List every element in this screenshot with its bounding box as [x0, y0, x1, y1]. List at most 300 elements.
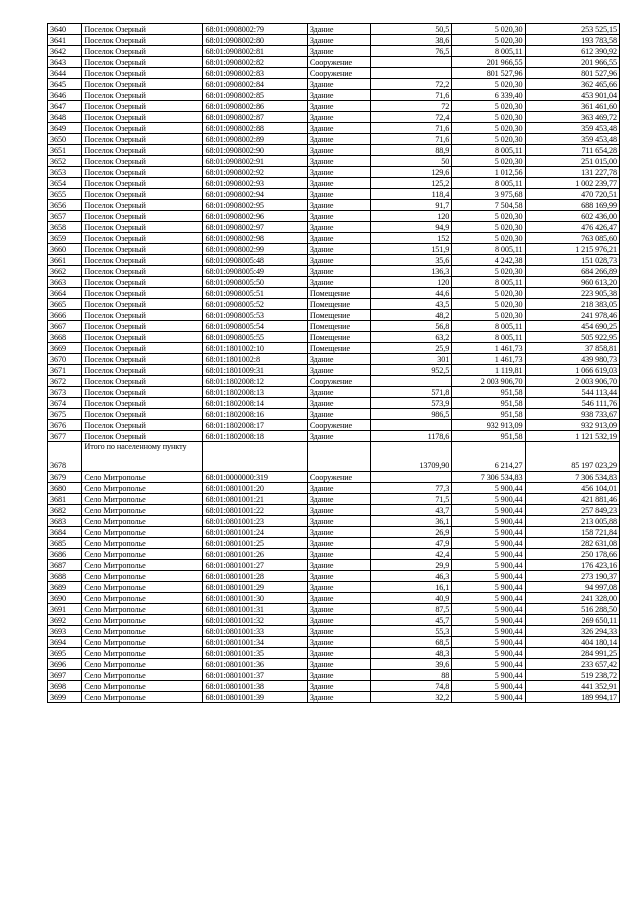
- object-type-cell: Здание: [307, 483, 370, 494]
- area-cell: [371, 472, 452, 483]
- area-cell: 573,9: [371, 398, 452, 409]
- row-number-cell: 3656: [48, 200, 82, 211]
- row-number-cell: 3688: [48, 571, 82, 582]
- table-row: [48, 431, 620, 442]
- cadastral-number-cell: 68:01:1801002:10: [203, 343, 307, 354]
- locality-cell: Село Митрополье: [82, 538, 203, 549]
- unit-value-cell: 5 020,30: [452, 134, 525, 145]
- row-number-cell: 3694: [48, 637, 82, 648]
- unit-value-cell: 8 005,11: [452, 46, 525, 57]
- table-row: [48, 398, 620, 409]
- table-row: [48, 112, 620, 123]
- cadastral-number-cell: 68:01:0801001:25: [203, 538, 307, 549]
- locality-cell: Поселок Озерный: [82, 332, 203, 343]
- object-type-cell: Здание: [307, 200, 370, 211]
- table-row: [48, 134, 620, 145]
- locality-cell: Поселок Озерный: [82, 266, 203, 277]
- row-number-cell: 3642: [48, 46, 82, 57]
- cadastral-value-cell: 201 966,55: [525, 57, 619, 68]
- area-cell: [371, 420, 452, 431]
- cadastral-number-cell: 68:01:0801001:38: [203, 681, 307, 692]
- row-number-cell: 3678: [48, 442, 82, 472]
- object-type-cell: Здание: [307, 123, 370, 134]
- unit-value-cell: 5 900,44: [452, 615, 525, 626]
- unit-value-cell: 6 214,27: [452, 442, 525, 472]
- area-cell: 88,9: [371, 145, 452, 156]
- cadastral-value-cell: 684 266,89: [525, 266, 619, 277]
- table-row: [48, 57, 620, 68]
- locality-cell: Село Митрополье: [82, 615, 203, 626]
- row-number-cell: 3698: [48, 681, 82, 692]
- locality-cell: Поселок Озерный: [82, 343, 203, 354]
- object-type-cell: Здание: [307, 604, 370, 615]
- row-number-cell: 3676: [48, 420, 82, 431]
- table-row: [48, 156, 620, 167]
- unit-value-cell: 5 020,30: [452, 222, 525, 233]
- area-cell: 39,6: [371, 659, 452, 670]
- area-cell: 72,4: [371, 112, 452, 123]
- area-cell: 118,4: [371, 189, 452, 200]
- row-number-cell: 3689: [48, 582, 82, 593]
- cadastral-value-cell: 250 178,66: [525, 549, 619, 560]
- row-number-cell: 3648: [48, 112, 82, 123]
- area-cell: 48,3: [371, 648, 452, 659]
- locality-cell: Поселок Озерный: [82, 178, 203, 189]
- table-row: [48, 255, 620, 266]
- table-row: [48, 200, 620, 211]
- object-type-cell: Здание: [307, 90, 370, 101]
- locality-cell: Поселок Озерный: [82, 167, 203, 178]
- object-type-cell: Здание: [307, 681, 370, 692]
- cadastral-number-cell: 68:01:0801001:29: [203, 582, 307, 593]
- area-cell: 32,2: [371, 692, 452, 703]
- cadastral-number-cell: 68:01:0801001:31: [203, 604, 307, 615]
- row-number-cell: 3664: [48, 288, 82, 299]
- unit-value-cell: 5 900,44: [452, 659, 525, 670]
- object-type-cell: Здание: [307, 571, 370, 582]
- unit-value-cell: 201 966,55: [452, 57, 525, 68]
- object-type-cell: Здание: [307, 101, 370, 112]
- locality-cell: Поселок Озерный: [82, 68, 203, 79]
- object-type-cell: Помещение: [307, 343, 370, 354]
- table-row: [48, 516, 620, 527]
- cadastral-number-cell: 68:01:0801001:28: [203, 571, 307, 582]
- cadastral-number-cell: 68:01:0908002:89: [203, 134, 307, 145]
- object-type-cell: Здание: [307, 244, 370, 255]
- row-number-cell: 3649: [48, 123, 82, 134]
- unit-value-cell: 5 900,44: [452, 505, 525, 516]
- area-cell: 952,5: [371, 365, 452, 376]
- object-type-cell: Здание: [307, 431, 370, 442]
- unit-value-cell: 4 242,38: [452, 255, 525, 266]
- cadastral-number-cell: 68:01:0908002:84: [203, 79, 307, 90]
- cadastral-value-cell: 362 465,66: [525, 79, 619, 90]
- object-type-cell: Здание: [307, 222, 370, 233]
- unit-value-cell: 5 020,30: [452, 35, 525, 46]
- object-type-cell: Здание: [307, 398, 370, 409]
- cadastral-value-cell: 257 849,23: [525, 505, 619, 516]
- row-number-cell: 3686: [48, 549, 82, 560]
- cadastral-number-cell: 68:01:0908005:53: [203, 310, 307, 321]
- cadastral-value-cell: 476 426,47: [525, 222, 619, 233]
- area-cell: 50: [371, 156, 452, 167]
- table-row: [48, 637, 620, 648]
- object-type-cell: Здание: [307, 255, 370, 266]
- locality-cell: Поселок Озерный: [82, 420, 203, 431]
- table-row: [48, 582, 620, 593]
- cadastral-number-cell: 68:01:0908002:91: [203, 156, 307, 167]
- row-number-cell: 3690: [48, 593, 82, 604]
- table-row: [48, 24, 620, 35]
- unit-value-cell: 5 020,30: [452, 211, 525, 222]
- area-cell: 77,3: [371, 483, 452, 494]
- locality-cell: Поселок Озерный: [82, 299, 203, 310]
- row-number-cell: 3691: [48, 604, 82, 615]
- unit-value-cell: 5 020,30: [452, 156, 525, 167]
- cadastral-number-cell: 68:01:0801001:24: [203, 527, 307, 538]
- cadastral-number-cell: 68:01:1801009:31: [203, 365, 307, 376]
- locality-cell: Село Митрополье: [82, 637, 203, 648]
- object-type-cell: Здание: [307, 145, 370, 156]
- cadastral-value-cell: 189 994,17: [525, 692, 619, 703]
- cadastral-value-cell: 1 066 619,03: [525, 365, 619, 376]
- cadastral-value-cell: 253 525,15: [525, 24, 619, 35]
- cadastral-value-cell: 269 650,11: [525, 615, 619, 626]
- locality-cell: Село Митрополье: [82, 516, 203, 527]
- unit-value-cell: 8 005,11: [452, 178, 525, 189]
- cadastral-value-cell: 421 881,46: [525, 494, 619, 505]
- cadastral-number-cell: 68:01:0908005:51: [203, 288, 307, 299]
- cadastral-value-cell: 960 613,20: [525, 277, 619, 288]
- unit-value-cell: 5 020,30: [452, 266, 525, 277]
- table-row: [48, 494, 620, 505]
- object-type-cell: Здание: [307, 167, 370, 178]
- locality-cell: Поселок Озерный: [82, 222, 203, 233]
- unit-value-cell: 1 461,73: [452, 354, 525, 365]
- cadastral-value-cell: 284 991,25: [525, 648, 619, 659]
- area-cell: 25,9: [371, 343, 452, 354]
- locality-cell: Село Митрополье: [82, 670, 203, 681]
- table-row: [48, 681, 620, 692]
- document-page: [47, 23, 620, 703]
- object-type-cell: Здание: [307, 582, 370, 593]
- cadastral-value-cell: 359 453,48: [525, 134, 619, 145]
- cadastral-number-cell: 68:01:0908002:82: [203, 57, 307, 68]
- table-row: [48, 387, 620, 398]
- row-number-cell: 3653: [48, 167, 82, 178]
- object-type-cell: Помещение: [307, 299, 370, 310]
- row-number-cell: 3663: [48, 277, 82, 288]
- cadastral-value-cell: 763 085,60: [525, 233, 619, 244]
- row-number-cell: 3643: [48, 57, 82, 68]
- area-cell: 71,6: [371, 123, 452, 134]
- cadastral-value-cell: 151 028,73: [525, 255, 619, 266]
- table-row: [48, 178, 620, 189]
- table-row: [48, 354, 620, 365]
- cadastral-number-cell: 68:01:0908005:48: [203, 255, 307, 266]
- row-number-cell: 3677: [48, 431, 82, 442]
- unit-value-cell: 8 005,11: [452, 332, 525, 343]
- area-cell: 56,8: [371, 321, 452, 332]
- unit-value-cell: 5 900,44: [452, 516, 525, 527]
- row-number-cell: 3692: [48, 615, 82, 626]
- area-cell: 120: [371, 211, 452, 222]
- locality-cell: Поселок Озерный: [82, 255, 203, 266]
- area-cell: 120: [371, 277, 452, 288]
- cadastral-number-cell: 68:01:0908005:54: [203, 321, 307, 332]
- subtotal-row: [48, 442, 620, 472]
- locality-cell: Поселок Озерный: [82, 354, 203, 365]
- area-cell: 71,5: [371, 494, 452, 505]
- table-row: [48, 222, 620, 233]
- locality-cell: Село Митрополье: [82, 549, 203, 560]
- table-row: [48, 123, 620, 134]
- locality-cell: Поселок Озерный: [82, 211, 203, 222]
- table-row: [48, 288, 620, 299]
- row-number-cell: 3652: [48, 156, 82, 167]
- cadastral-number-cell: 68:01:0908002:87: [203, 112, 307, 123]
- locality-cell: Поселок Озерный: [82, 387, 203, 398]
- cadastral-value-cell: 241 328,00: [525, 593, 619, 604]
- unit-value-cell: 5 020,30: [452, 123, 525, 134]
- row-number-cell: 3669: [48, 343, 82, 354]
- cadastral-value-cell: 938 733,67: [525, 409, 619, 420]
- cadastral-number-cell: 68:01:0908002:99: [203, 244, 307, 255]
- table-row: [48, 266, 620, 277]
- cadastral-value-cell: 439 980,73: [525, 354, 619, 365]
- cadastral-number-cell: 68:01:0908002:79: [203, 24, 307, 35]
- object-type-cell: Здание: [307, 354, 370, 365]
- locality-cell: Поселок Озерный: [82, 112, 203, 123]
- cadastral-number-cell: 68:01:0801001:33: [203, 626, 307, 637]
- cadastral-number-cell: 68:01:1802008:18: [203, 431, 307, 442]
- locality-cell: Село Митрополье: [82, 626, 203, 637]
- table-row: [48, 659, 620, 670]
- cadastral-value-cell: 233 657,42: [525, 659, 619, 670]
- object-type-cell: Здание: [307, 494, 370, 505]
- unit-value-cell: 5 020,30: [452, 101, 525, 112]
- row-number-cell: 3645: [48, 79, 82, 90]
- locality-cell: Поселок Озерный: [82, 200, 203, 211]
- object-type-cell: [307, 442, 370, 472]
- cadastral-number-cell: 68:01:1802008:14: [203, 398, 307, 409]
- cadastral-value-cell: 516 288,50: [525, 604, 619, 615]
- cadastral-number-cell: 68:01:0801001:37: [203, 670, 307, 681]
- table-row: [48, 310, 620, 321]
- unit-value-cell: 5 020,30: [452, 79, 525, 90]
- cadastral-number-cell: 68:01:0908002:86: [203, 101, 307, 112]
- unit-value-cell: 7 504,58: [452, 200, 525, 211]
- object-type-cell: Здание: [307, 79, 370, 90]
- cadastral-value-cell: 363 469,72: [525, 112, 619, 123]
- cadastral-number-cell: 68:01:0908002:83: [203, 68, 307, 79]
- cadastral-number-cell: 68:01:0908002:85: [203, 90, 307, 101]
- table-row: [48, 35, 620, 46]
- locality-cell: Поселок Озерный: [82, 409, 203, 420]
- row-number-cell: 3681: [48, 494, 82, 505]
- row-number-cell: 3641: [48, 35, 82, 46]
- cadastral-value-cell: 544 113,44: [525, 387, 619, 398]
- object-type-cell: Здание: [307, 156, 370, 167]
- object-type-cell: Здание: [307, 112, 370, 123]
- object-type-cell: Здание: [307, 626, 370, 637]
- row-number-cell: 3674: [48, 398, 82, 409]
- table-row: [48, 420, 620, 431]
- unit-value-cell: 5 020,30: [452, 310, 525, 321]
- area-cell: 47,9: [371, 538, 452, 549]
- unit-value-cell: 1 119,81: [452, 365, 525, 376]
- cadastral-value-cell: 688 169,99: [525, 200, 619, 211]
- cadastral-value-cell: 213 005,88: [525, 516, 619, 527]
- locality-cell: Село Митрополье: [82, 604, 203, 615]
- unit-value-cell: 5 020,30: [452, 288, 525, 299]
- unit-value-cell: 3 975,68: [452, 189, 525, 200]
- table-row: [48, 409, 620, 420]
- cadastral-value-cell: 37 858,81: [525, 343, 619, 354]
- cadastral-value-cell: 7 306 534,83: [525, 472, 619, 483]
- area-cell: 46,3: [371, 571, 452, 582]
- object-type-cell: Помещение: [307, 310, 370, 321]
- unit-value-cell: 5 900,44: [452, 593, 525, 604]
- locality-cell: Село Митрополье: [82, 472, 203, 483]
- area-cell: 42,4: [371, 549, 452, 560]
- object-type-cell: Сооружение: [307, 376, 370, 387]
- object-type-cell: Здание: [307, 648, 370, 659]
- cadastral-value-cell: 193 783,58: [525, 35, 619, 46]
- locality-cell: Село Митрополье: [82, 560, 203, 571]
- area-cell: 43,7: [371, 505, 452, 516]
- row-number-cell: 3693: [48, 626, 82, 637]
- locality-cell: Поселок Озерный: [82, 277, 203, 288]
- area-cell: 36,1: [371, 516, 452, 527]
- table-row: [48, 615, 620, 626]
- unit-value-cell: 5 900,44: [452, 626, 525, 637]
- table-row: [48, 79, 620, 90]
- unit-value-cell: 5 900,44: [452, 648, 525, 659]
- unit-value-cell: 5 900,44: [452, 560, 525, 571]
- locality-cell: Поселок Озерный: [82, 79, 203, 90]
- area-cell: 129,6: [371, 167, 452, 178]
- object-type-cell: Здание: [307, 560, 370, 571]
- locality-cell: Поселок Озерный: [82, 365, 203, 376]
- table-row: [48, 365, 620, 376]
- area-cell: 13709,90: [371, 442, 452, 472]
- table-row: [48, 648, 620, 659]
- cadastral-value-table: [47, 23, 620, 703]
- row-number-cell: 3672: [48, 376, 82, 387]
- unit-value-cell: 5 900,44: [452, 692, 525, 703]
- unit-value-cell: 8 005,11: [452, 244, 525, 255]
- cadastral-number-cell: 68:01:0908002:81: [203, 46, 307, 57]
- unit-value-cell: 951,58: [452, 409, 525, 420]
- cadastral-value-cell: 711 654,28: [525, 145, 619, 156]
- row-number-cell: 3685: [48, 538, 82, 549]
- table-row: [48, 332, 620, 343]
- unit-value-cell: 2 003 906,70: [452, 376, 525, 387]
- area-cell: 38,6: [371, 35, 452, 46]
- cadastral-number-cell: 68:01:0801001:21: [203, 494, 307, 505]
- area-cell: 71,6: [371, 90, 452, 101]
- unit-value-cell: 5 900,44: [452, 637, 525, 648]
- object-type-cell: Сооружение: [307, 57, 370, 68]
- area-cell: [371, 68, 452, 79]
- row-number-cell: 3687: [48, 560, 82, 571]
- area-cell: 16,1: [371, 582, 452, 593]
- area-cell: 26,9: [371, 527, 452, 538]
- locality-cell: Поселок Озерный: [82, 431, 203, 442]
- table-row: [48, 527, 620, 538]
- row-number-cell: 3697: [48, 670, 82, 681]
- cadastral-number-cell: 68:01:0908005:49: [203, 266, 307, 277]
- cadastral-number-cell: 68:01:0801001:20: [203, 483, 307, 494]
- area-cell: 125,2: [371, 178, 452, 189]
- locality-cell: Поселок Озерный: [82, 101, 203, 112]
- unit-value-cell: 5 900,44: [452, 494, 525, 505]
- table-row: [48, 46, 620, 57]
- table-row: [48, 472, 620, 483]
- locality-cell: Поселок Озерный: [82, 310, 203, 321]
- table-row: [48, 626, 620, 637]
- object-type-cell: Здание: [307, 365, 370, 376]
- table-row: [48, 189, 620, 200]
- row-number-cell: 3662: [48, 266, 82, 277]
- table-row: [48, 670, 620, 681]
- unit-value-cell: 5 900,44: [452, 527, 525, 538]
- row-number-cell: 3666: [48, 310, 82, 321]
- unit-value-cell: 8 005,11: [452, 145, 525, 156]
- row-number-cell: 3659: [48, 233, 82, 244]
- object-type-cell: Здание: [307, 538, 370, 549]
- locality-cell: Село Митрополье: [82, 494, 203, 505]
- table-row: [48, 483, 620, 494]
- cadastral-number-cell: 68:01:1802008:12: [203, 376, 307, 387]
- cadastral-number-cell: 68:01:0801001:35: [203, 648, 307, 659]
- cadastral-value-cell: 359 453,48: [525, 123, 619, 134]
- row-number-cell: 3695: [48, 648, 82, 659]
- row-number-cell: 3650: [48, 134, 82, 145]
- area-cell: 45,7: [371, 615, 452, 626]
- unit-value-cell: 801 527,96: [452, 68, 525, 79]
- object-type-cell: Помещение: [307, 332, 370, 343]
- area-cell: 63,2: [371, 332, 452, 343]
- area-cell: 55,3: [371, 626, 452, 637]
- area-cell: 71,6: [371, 134, 452, 145]
- table-row: [48, 244, 620, 255]
- table-row: [48, 505, 620, 516]
- table-row: [48, 68, 620, 79]
- locality-cell: Поселок Озерный: [82, 376, 203, 387]
- unit-value-cell: 5 900,44: [452, 571, 525, 582]
- row-number-cell: 3667: [48, 321, 82, 332]
- unit-value-cell: 5 020,30: [452, 24, 525, 35]
- cadastral-number-cell: 68:01:1801002:8: [203, 354, 307, 365]
- unit-value-cell: 7 306 534,83: [452, 472, 525, 483]
- area-cell: [371, 376, 452, 387]
- row-number-cell: 3696: [48, 659, 82, 670]
- table-row: [48, 145, 620, 156]
- cadastral-value-cell: 251 015,00: [525, 156, 619, 167]
- cadastral-value-cell: 1 121 532,19: [525, 431, 619, 442]
- object-type-cell: Сооружение: [307, 472, 370, 483]
- object-type-cell: Здание: [307, 387, 370, 398]
- table-row: [48, 376, 620, 387]
- object-type-cell: Здание: [307, 409, 370, 420]
- cadastral-value-cell: 441 352,91: [525, 681, 619, 692]
- row-number-cell: 3640: [48, 24, 82, 35]
- cadastral-value-cell: 218 383,05: [525, 299, 619, 310]
- cadastral-value-cell: 131 227,78: [525, 167, 619, 178]
- object-type-cell: Здание: [307, 505, 370, 516]
